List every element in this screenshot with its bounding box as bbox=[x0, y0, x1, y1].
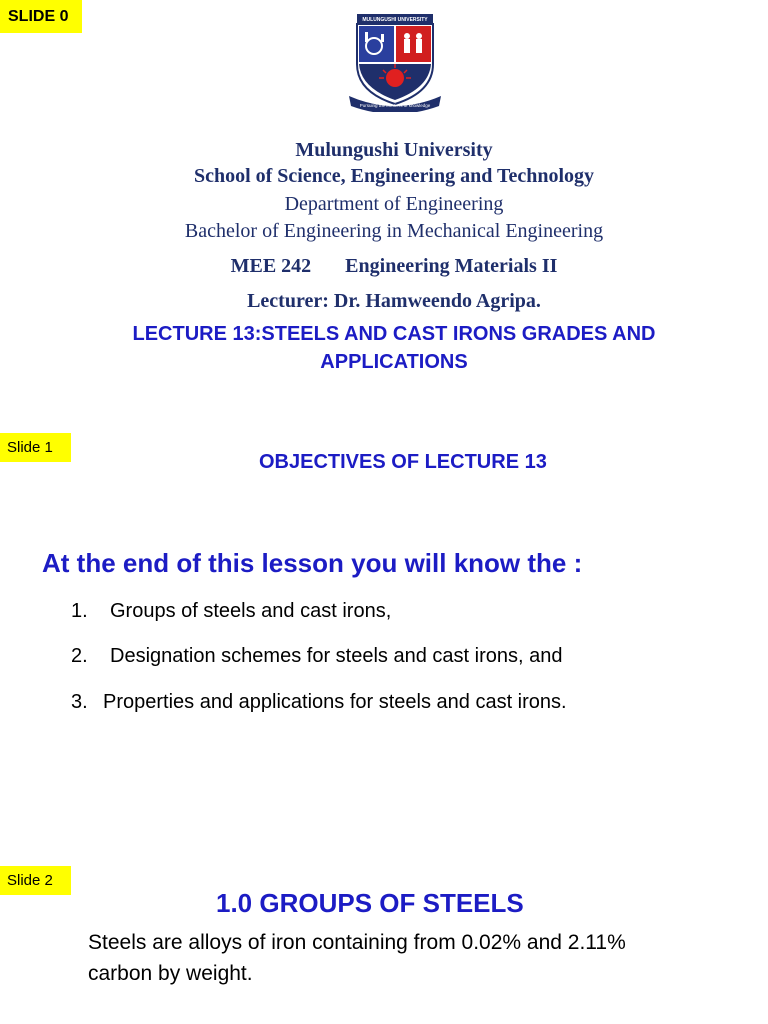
lecturer-name: Lecturer: Dr. Hamweendo Agripa. bbox=[247, 290, 541, 312]
groups-body-line-2: carbon by weight. bbox=[88, 962, 253, 985]
list-item bbox=[71, 645, 563, 668]
objectives-heading: OBJECTIVES OF LECTURE 13 bbox=[259, 451, 547, 473]
list-item bbox=[71, 600, 392, 623]
logo-motto: Pursuing the frontiers of knowledge bbox=[359, 103, 431, 108]
programme-name: Bachelor of Engineering in Mechanical Engineering bbox=[184, 220, 604, 242]
lecture-title-line-2: APPLICATIONS bbox=[320, 351, 468, 373]
objectives-intro: At the end of this lesson you will know the : bbox=[42, 548, 583, 578]
university-crest-icon bbox=[343, 12, 447, 112]
course-name: Engineering Materials II bbox=[345, 255, 558, 277]
university-name: Mulungushi University bbox=[295, 139, 493, 161]
objective-number: 3. bbox=[71, 691, 88, 713]
school-name: School of Science, Engineering and Technology bbox=[193, 165, 595, 187]
course-line bbox=[0, 255, 768, 278]
lecture-title-line-1: LECTURE 13:STEELS AND CAST IRONS GRADES AND bbox=[132, 323, 656, 345]
logo-label: MULUNGUSHI UNIVERSITY bbox=[362, 17, 428, 23]
objective-text: Designation schemes for steels and cast irons, and bbox=[110, 645, 563, 667]
groups-body-line-1: Steels are alloys of iron containing from 0.02% and 2.11% bbox=[88, 931, 626, 954]
objective-text: Properties and applications for steels and cast irons. bbox=[103, 691, 567, 713]
slide-1-tag: Slide 1 bbox=[0, 433, 71, 462]
objective-number: 2. bbox=[71, 645, 88, 667]
objective-number: 1. bbox=[71, 600, 88, 622]
slide-0-tag: SLIDE 0 bbox=[0, 0, 82, 33]
objective-text: Groups of steels and cast irons, bbox=[110, 600, 392, 622]
groups-heading: 1.0 GROUPS OF STEELS bbox=[216, 888, 524, 918]
course-code: MEE 242 bbox=[230, 255, 312, 277]
department-name: Department of Engineering bbox=[284, 193, 504, 215]
list-item bbox=[71, 691, 567, 714]
slide-2-tag: Slide 2 bbox=[0, 866, 71, 895]
university-logo bbox=[343, 12, 447, 112]
